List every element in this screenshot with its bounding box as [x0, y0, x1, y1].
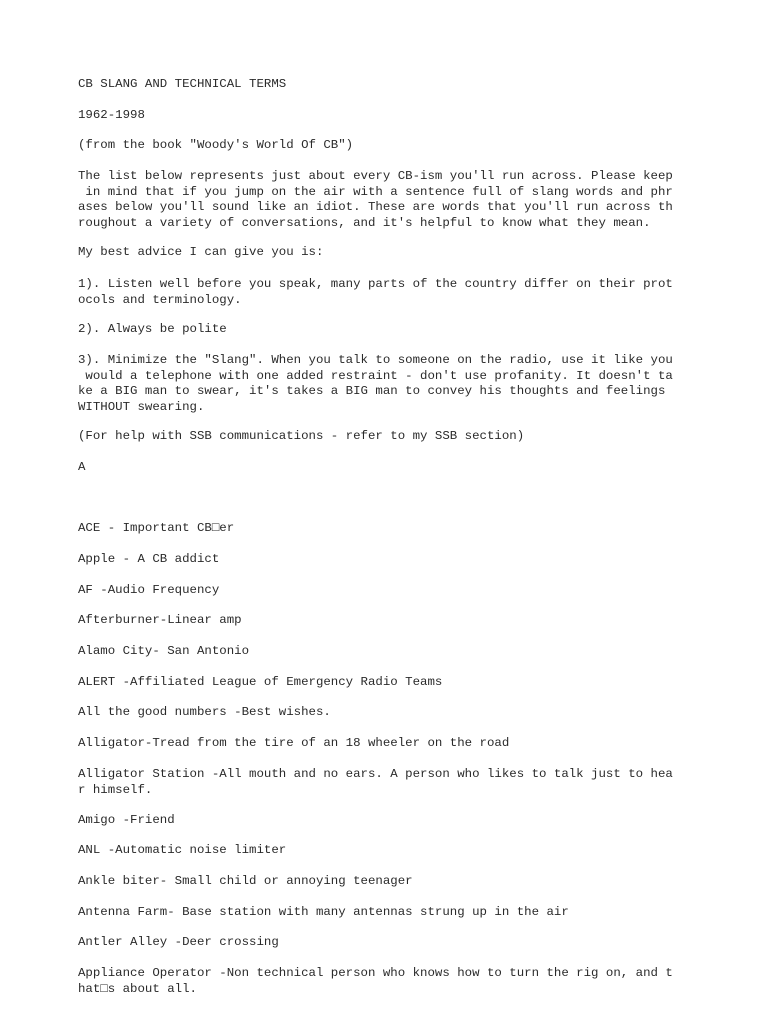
- document-source: (from the book "Woody's World Of CB"): [78, 138, 354, 152]
- term-entry: Antler Alley -Deer crossing: [78, 935, 279, 949]
- intro-paragraph: The list below represents just about every CB-ism you'll run across. Please keep in mind that if you jump on the air with a sentence full of slang words and phr ases below you'll sound like an idiot. These are words that you'll run across th roughout a variety of conversations, and it's helpful to know what they mean.: [78, 169, 673, 230]
- term-entry: ANL -Automatic noise limiter: [78, 843, 287, 857]
- term-entry: Amigo -Friend: [78, 813, 175, 827]
- term-entry: Apple - A CB addict: [78, 552, 220, 566]
- section-letter: A: [78, 460, 86, 474]
- advice-heading: My best advice I can give you is:: [78, 245, 324, 259]
- document-years: 1962-1998: [78, 108, 145, 122]
- term-entry: Antenna Farm- Base station with many antennas strung up in the air: [78, 905, 569, 919]
- term-entry: Alamo City- San Antonio: [78, 644, 250, 658]
- term-entry: Ankle biter- Small child or annoying teenager: [78, 874, 413, 888]
- term-entry: Afterburner-Linear amp: [78, 613, 242, 627]
- term-entry: Alligator Station -All mouth and no ears. A person who likes to talk just to hea r himself.: [78, 767, 673, 797]
- term-entry: AF -Audio Frequency: [78, 583, 220, 597]
- term-entry: Alligator-Tread from the tire of an 18 wheeler on the road: [78, 736, 510, 750]
- advice-item-3: 3). Minimize the "Slang". When you talk to someone on the radio, use it like you would a telephone with one added restraint - don't use profanity. It doesn't ta ke a BIG man to swear, it's takes a BIG man to convey his thoughts and feelings WITHOUT swearing.: [78, 353, 673, 414]
- term-entry: Appliance Operator -Non technical person who knows how to turn the rig on, and t hat□s about all.: [78, 966, 673, 996]
- term-entry: All the good numbers -Best wishes.: [78, 705, 331, 719]
- term-entry: ACE - Important CB□er: [78, 521, 235, 535]
- advice-item-2: 2). Always be polite: [78, 322, 227, 336]
- term-entry: ALERT -Affiliated League of Emergency Radio Teams: [78, 675, 443, 689]
- document-title: CB SLANG AND TECHNICAL TERMS: [78, 77, 287, 91]
- advice-item-1: 1). Listen well before you speak, many parts of the country differ on their prot ocols and terminology.: [78, 277, 673, 307]
- ssb-note: (For help with SSB communications - refer to my SSB section): [78, 429, 525, 443]
